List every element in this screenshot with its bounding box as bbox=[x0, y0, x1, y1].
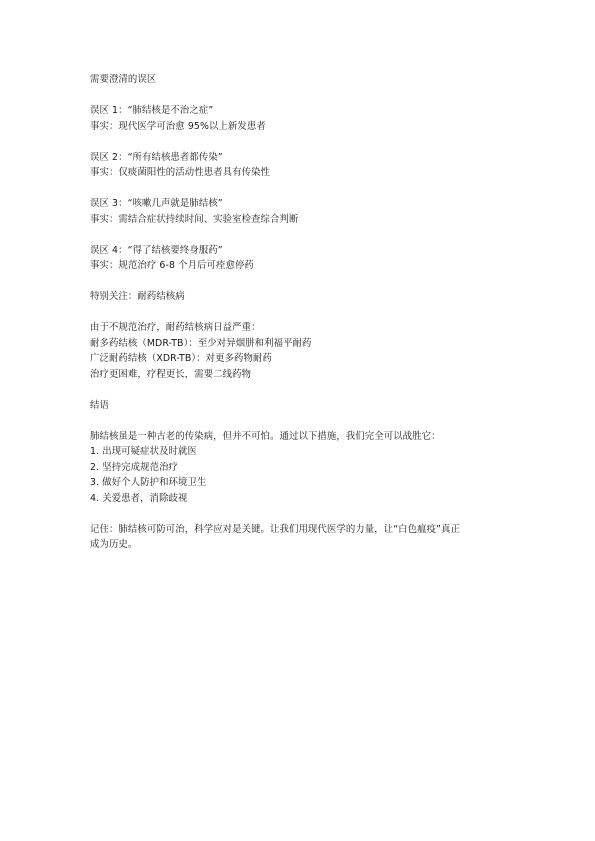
spacer bbox=[90, 134, 510, 150]
spacer bbox=[90, 413, 510, 429]
section-heading-myths: 需要澄清的误区 bbox=[90, 74, 157, 85]
myth-statement: 误区 4：“得了结核要终身服药” bbox=[90, 244, 223, 256]
myth-fact: 事实：需结合症状持续时间、实验室检查综合判断 bbox=[90, 213, 299, 225]
spacer bbox=[90, 227, 510, 243]
myth-block-4 bbox=[90, 243, 510, 274]
myth-statement: 误区 1：“肺结核是不治之症” bbox=[90, 105, 214, 116]
spacer bbox=[90, 181, 510, 197]
myth-fact: 事实：规范治疗 6-8 个月后可痊愈停药 bbox=[90, 260, 254, 271]
section-heading-conclusion: 结语 bbox=[90, 399, 109, 411]
spacer bbox=[90, 274, 510, 290]
myth-block-1 bbox=[90, 103, 510, 134]
list-item: 4. 关爱患者，消除歧视 bbox=[90, 492, 188, 504]
myth-fact: 事实：仅痰菌阳性的活动性患者具有传染性 bbox=[90, 167, 271, 178]
myth-block-3 bbox=[90, 196, 510, 227]
paragraph-line: 由于不规范治疗，耐药结核病日益严重： bbox=[90, 322, 261, 333]
conclusion-intro: 肺结核虽是一种古老的传染病，但并不可怕。通过以下措施，我们完全可以战胜它： bbox=[90, 430, 441, 442]
myth-statement: 误区 3：“咳嗽几声就是肺结核” bbox=[90, 198, 223, 209]
document-body bbox=[90, 72, 510, 553]
myth-statement: 误区 2：“所有结核患者都传染” bbox=[90, 151, 223, 163]
spacer bbox=[90, 506, 510, 522]
paragraph-line: 治疗更困难，疗程更长，需要二线药物 bbox=[90, 368, 252, 380]
spacer bbox=[90, 382, 510, 398]
list-item: 3. 做好个人防护和环境卫生 bbox=[90, 477, 207, 488]
resistant-tb-block bbox=[90, 320, 510, 382]
conclusion-block bbox=[90, 429, 510, 507]
closing-line: 成为历史。 bbox=[90, 539, 138, 550]
closing-paragraph bbox=[90, 522, 510, 553]
section-heading-resistant-tb: 特别关注：耐药结核病 bbox=[90, 291, 185, 302]
paragraph-line: 耐多药结核（MDR-TB）：至少对异烟肼和利福平耐药 bbox=[90, 337, 312, 349]
paragraph-line: 广泛耐药结核（XDR-TB）：对更多药物耐药 bbox=[90, 353, 272, 364]
myth-fact: 事实：现代医学可治愈 95%以上新发患者 bbox=[90, 120, 266, 132]
list-item: 1. 出现可疑症状及时就医 bbox=[90, 446, 197, 457]
spacer bbox=[90, 88, 510, 104]
list-item: 2. 坚持完成规范治疗 bbox=[90, 461, 179, 473]
spacer bbox=[90, 305, 510, 321]
myth-block-2 bbox=[90, 150, 510, 181]
closing-line: 记住：肺结核可防可治，科学应对是关键。让我们用现代医学的力量，让“白色瘟疫”真正 bbox=[90, 523, 460, 535]
